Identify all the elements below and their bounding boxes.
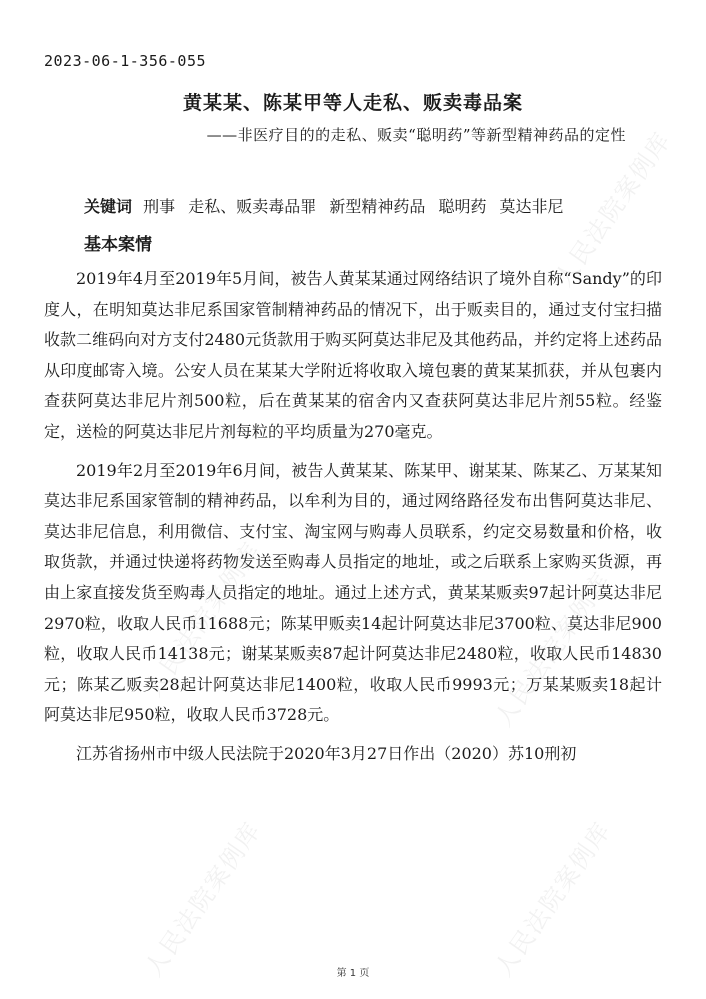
keywords-label: 关键词	[84, 197, 133, 216]
keyword: 莫达非尼	[499, 197, 564, 216]
paragraph: 江苏省扬州市中级人民法院于2020年3月27日作出（2020）苏10刑初	[76, 743, 577, 763]
page-footer: 第 1 页	[336, 968, 370, 979]
watermark: 人民法院案例库	[139, 816, 267, 982]
keyword: 聪明药	[438, 197, 487, 216]
keyword: 走私、贩卖毒品罪	[188, 197, 317, 216]
keyword: 新型精神药品	[329, 197, 426, 216]
case-number: 2023-06-1-356-055	[44, 52, 207, 70]
keyword: 刑事	[143, 197, 176, 216]
case-title: 黄某某、陈某甲等人走私、贩卖毒品案	[182, 92, 523, 114]
watermark: 人民法院案例库	[549, 126, 677, 292]
body-text	[44, 264, 662, 778]
keywords-line	[84, 194, 572, 217]
watermark: 人民法院案例库	[139, 536, 267, 702]
paragraph: 2019年4月至2019年5月间，被告人黄某某通过网络结识了境外自称“Sandy”的印度人，在明知莫达非尼系国家管制精神药品的情况下，出于贩卖目的，通过支付宝扫描收款二维码向对方支付2480元货款用于购买阿莫达非尼及其他药品，并约定将上述药品从印度邮寄入境。公安人员在某某大学附近将收取入境包裹的黄某某抓获，并从包裹内查获阿莫达非尼片剂500粒，后在黄某某的宿舍内又查获阿莫达非尼片剂55粒。经鉴定，送检的阿莫达非尼片剂每粒的平均质量为270毫克。	[44, 269, 662, 441]
section-heading-basic-facts: 基本案情	[84, 235, 152, 255]
paragraph: 2019年2月至2019年6月间，被告人黄某某、陈某甲、谢某某、陈某乙、万某某知莫达非尼系国家管制的精神药品，以牟利为目的，通过网络路径发布出售阿莫达非尼、莫达非尼信息，利用微信、支付宝、淘宝网与购毒人员联系，约定交易数量和价格，收取货款，并通过快递将药物发送至购毒人员指定的地址，或之后联系上家购买货源，再由上家直接发货至购毒人员指定的地址。通过上述方式，黄某某贩卖97起计阿莫达非尼2970粒，收取人民币11688元；陈某甲贩卖14起计阿莫达非尼3700粒、莫达非尼900粒，收取人民币14138元；谢某某贩卖87起计阿莫达非尼2480粒，收取人民币14830元；陈某乙贩卖28起计阿莫达非尼1400粒，收取人民币9993元；万某某贩卖18起计阿莫达非尼950粒，收取人民币3728元。	[44, 460, 662, 725]
watermark: 人民法院案例库	[489, 816, 617, 982]
case-subtitle: ——非医疗目的的走私、贩卖“聪明药”等新型精神药品的定性	[206, 126, 626, 144]
watermark: 人民法院案例库	[489, 566, 617, 732]
